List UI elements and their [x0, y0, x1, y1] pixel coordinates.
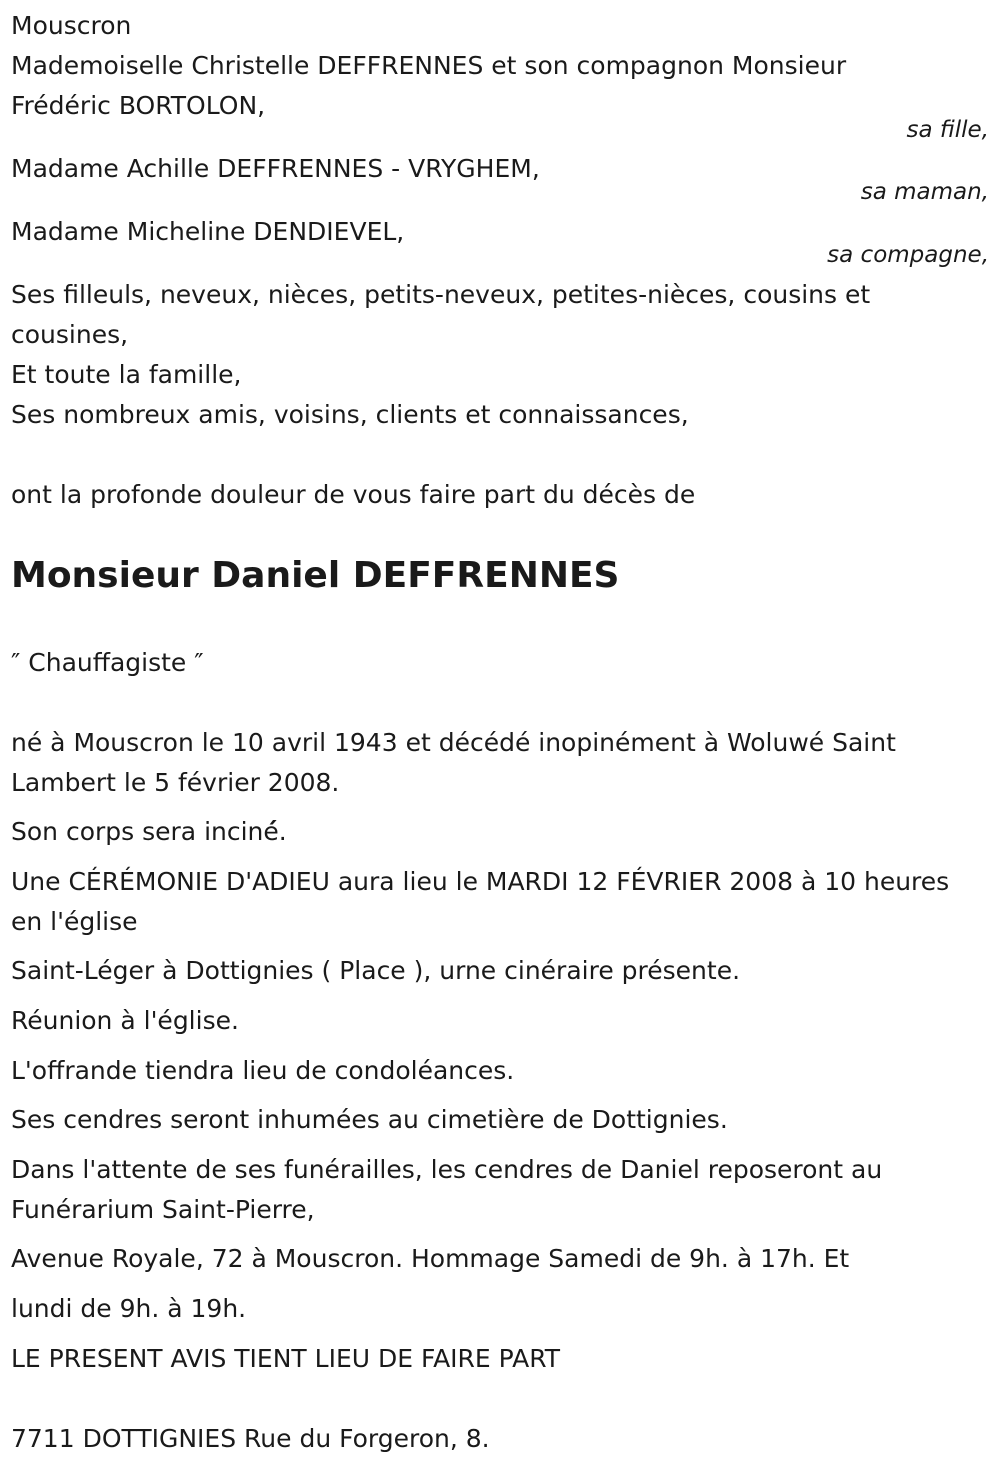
city: Mouscron [11, 11, 132, 40]
detail-funeral-home-line-1: Dans l'attente de ses funérailles, les cendres de Daniel reposeront au [11, 1155, 883, 1184]
family-member-daughter-line-1: Mademoiselle Christelle DEFFRENNES et son compagnon Monsieur [11, 51, 847, 80]
relation-daughter: sa fille, [906, 117, 989, 143]
relatives-line-1: Ses filleuls, neveux, nièces, petits-neveux, petites-nièces, cousins et [11, 280, 871, 309]
relation-partner: sa compagne, [827, 242, 989, 268]
family-member-mother: Madame Achille DEFFRENNES - VRYGHEM, [11, 154, 540, 183]
detail-burial: Ses cendres seront inhumées au cimetière de Dottignies. [11, 1105, 728, 1134]
detail-funeral-home-line-2: Funérarium Saint-Pierre, [11, 1195, 315, 1224]
announcement: ont la profonde douleur de vous faire part du décès de [11, 480, 696, 509]
detail-birth-death-line-1: né à Mouscron le 10 avril 1943 et décédé inopinément à Woluwé Saint [11, 728, 896, 757]
detail-visiting-line-1: Avenue Royale, 72 à Mouscron. Hommage Samedi de 9h. à 17h. Et [11, 1244, 850, 1273]
address: 7711 DOTTIGNIES Rue du Forgeron, 8. [11, 1424, 490, 1453]
relation-mother: sa maman, [860, 179, 989, 205]
relatives-line-2: cousines, [11, 320, 129, 349]
detail-church: Saint-Léger à Dottignies ( Place ), urne cinéraire présente. [11, 956, 741, 985]
detail-offering: L'offrande tiendra lieu de condoléances. [11, 1056, 515, 1085]
detail-visiting-line-2: lundi de 9h. à 19h. [11, 1294, 247, 1323]
detail-birth-death-line-2: Lambert le 5 février 2008. [11, 768, 340, 797]
detail-ceremony-line-2: en l'église [11, 907, 138, 936]
relatives-line-4: Ses nombreux amis, voisins, clients et connaissances, [11, 400, 689, 429]
detail-notice-statement: LE PRESENT AVIS TIENT LIEU DE FAIRE PART [11, 1344, 561, 1373]
family-member-partner: Madame Micheline DENDIEVEL, [11, 217, 405, 246]
relatives-line-3: Et toute la famille, [11, 360, 242, 389]
detail-cremation: Son corps sera inciné́. [11, 817, 287, 846]
detail-ceremony-line-1: Une CÉRÉMONIE D'ADIEU aura lieu le MARDI 12 FÉVRIER 2008 à 10 heures [11, 867, 950, 896]
family-member-daughter-line-2: Frédéric BORTOLON, [11, 91, 266, 120]
detail-gathering: Réunion à l'église. [11, 1006, 239, 1035]
profession: ″ Chauffagiste ″ [11, 648, 204, 677]
deceased-name: Monsieur Daniel DEFFRENNES [11, 555, 620, 596]
